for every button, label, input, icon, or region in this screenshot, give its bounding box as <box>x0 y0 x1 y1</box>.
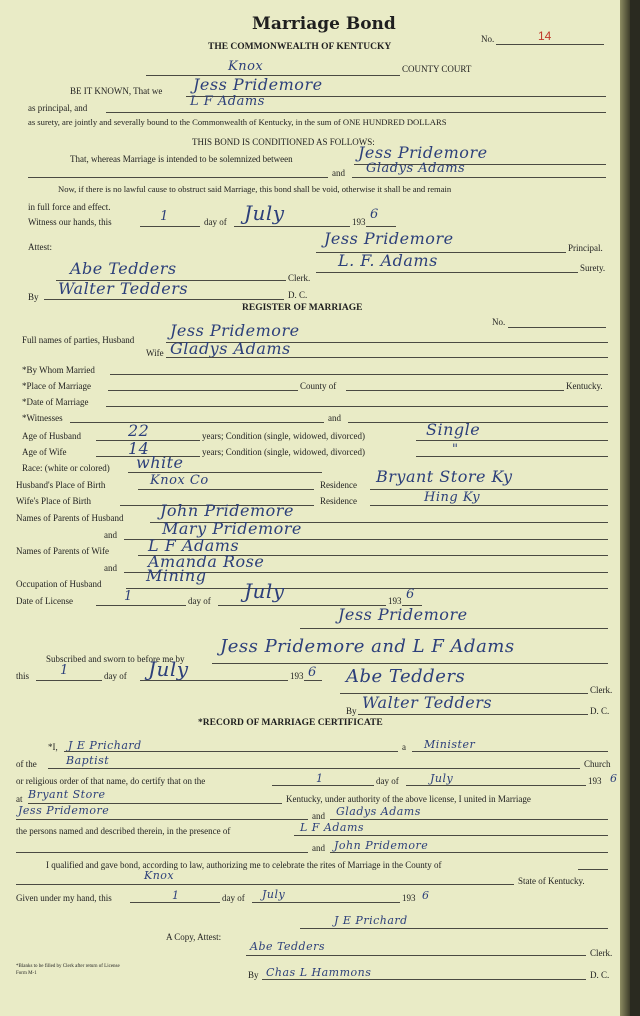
subscribed-line <box>212 663 608 664</box>
father-wife-value: L F Adams <box>148 536 240 555</box>
principal-name: Jess Pridemore <box>193 75 323 94</box>
surety-name: L F Adams <box>190 94 265 109</box>
cert-by-label: By <box>248 970 259 980</box>
cert-clerk-line <box>246 955 586 956</box>
cert-groom: Jess Pridemore <box>18 804 110 817</box>
officiant-line <box>64 751 398 752</box>
license-day: 1 <box>124 589 133 604</box>
bond-number-line <box>496 44 604 45</box>
register-signature: Jess Pridemore <box>338 605 468 624</box>
witness-hands-label: Witness our hands, this <box>28 217 112 227</box>
register-dc-label: D. C. <box>590 706 610 716</box>
cert-bride-line <box>330 819 608 820</box>
groom-left-line <box>28 177 328 178</box>
wife-name: Gladys Adams <box>170 339 291 358</box>
religious-order-text: or religious order of that name, do certify that on the <box>16 776 206 786</box>
witness1-line <box>70 422 324 423</box>
register-heading: REGISTER OF MARRIAGE <box>242 303 363 313</box>
principal-signature: Jess Pridemore <box>324 229 454 248</box>
husband-birth-label: Husband's Place of Birth <box>16 480 106 490</box>
qualified-text: I qualified and gave bond, according to law, authorizing me to celebrate the rites of Marriage in the County of <box>46 860 442 870</box>
full-names-label: Full names of parties, Husband <box>22 335 135 345</box>
age-husband-label: Age of Husband <box>22 431 81 441</box>
bond-month-line <box>234 226 350 227</box>
cert-a-label: a <box>402 742 406 752</box>
register-no-label: No. <box>492 317 506 327</box>
cert-dc-line <box>262 979 586 980</box>
mother-wife-value: Amanda Rose <box>148 552 265 571</box>
subscribed-day-of: day of <box>104 671 127 681</box>
officiant-title: Minister <box>424 738 476 751</box>
wife-birth-label: Wife's Place of Birth <box>16 496 91 506</box>
cert-witness-1: L F Adams <box>300 821 365 834</box>
bond-year-line <box>366 226 396 227</box>
race-label: Race: (white or colored) <box>22 463 110 473</box>
given-month-line <box>252 902 400 903</box>
marriage-place: Bryant Store <box>28 788 106 801</box>
bond-day: 1 <box>160 209 169 224</box>
officiant-name: J E Prichard <box>68 739 142 752</box>
mother-husband-value: Mary Pridemore <box>162 519 302 538</box>
cert-day: 1 <box>316 772 324 785</box>
officiant-title-line <box>412 751 608 752</box>
county-name: Knox <box>228 59 264 74</box>
surety-signature: L. F. Adams <box>338 251 438 270</box>
cert-witness-2: John Pridemore <box>334 839 429 852</box>
license-day-of: day of <box>188 596 211 606</box>
principal-label: Principal. <box>568 243 603 253</box>
officiant-signature: J E Prichard <box>334 914 408 927</box>
subscribed-year-prefix: 193 <box>290 671 304 681</box>
cert-county-line <box>16 884 514 885</box>
kentucky-label: Kentucky. <box>566 381 603 391</box>
wife-residence-value: Hing Ky <box>424 490 481 505</box>
and-label-bond: and <box>332 168 345 178</box>
license-year: 6 <box>406 587 415 602</box>
cert-blank-line <box>16 852 308 853</box>
cert-witness-1-line <box>294 835 608 836</box>
license-day-line <box>96 605 186 606</box>
attest-label: Attest: <box>28 242 52 252</box>
cert-year: 6 <box>610 772 618 785</box>
copy-attest-label: A Copy, Attest: <box>166 932 222 942</box>
condition-wife-label: years; Condition (single, widowed, divorced) <box>202 447 365 457</box>
wife-line <box>166 357 608 358</box>
date-line <box>106 406 608 407</box>
bond-year: 6 <box>370 207 379 222</box>
as-principal-label: as principal, and <box>28 103 88 113</box>
register-no-line <box>508 327 606 328</box>
husband-residence-line <box>370 489 608 490</box>
church-line <box>48 768 580 769</box>
bond-number-value: 14 <box>538 29 552 43</box>
binder-edge <box>620 0 630 1016</box>
occupation-label: Occupation of Husband <box>16 579 102 589</box>
groom-name-bond: Jess Pridemore <box>358 143 488 162</box>
subscribed-this-label: this <box>16 671 30 681</box>
witnesses-and-label: and <box>328 413 341 423</box>
race-value: white <box>136 453 184 472</box>
condition-husband-line <box>416 440 608 441</box>
occupation-value: Mining <box>146 566 207 585</box>
cert-bride: Gladys Adams <box>336 805 421 818</box>
conditioned-heading: THIS BOND IS CONDITIONED AS FOLLOWS: <box>192 137 375 147</box>
whereas-text: That, whereas Marriage is intended to be solemnized between <box>70 154 293 164</box>
officiant-sig-line <box>300 928 608 929</box>
document-title: Marriage Bond <box>252 14 396 34</box>
bond-day-line <box>140 226 200 227</box>
cert-and-label-2: and <box>312 843 325 853</box>
given-year-prefix: 193 <box>402 893 416 903</box>
surety-label: Surety. <box>580 263 606 273</box>
persons-named-text: the persons named and described therein, in the presence of <box>16 826 231 836</box>
subscribed-day: 1 <box>60 663 69 678</box>
surety-sig-line <box>316 272 578 273</box>
cert-day-line <box>272 785 374 786</box>
husband-residence-value: Bryant Store Ky <box>376 467 513 486</box>
cert-year-prefix: 193 <box>588 776 602 786</box>
subscribed-month: July <box>148 657 189 681</box>
condition-husband-label: years; Condition (single, widowed, divorced) <box>202 431 365 441</box>
father-husband-value: John Pridemore <box>160 501 294 520</box>
church-label: Church <box>584 759 611 769</box>
husband-residence-label: Residence <box>320 480 357 490</box>
kentucky-under-text: Kentucky, under authority of the above license, I united in Marriage <box>286 794 531 804</box>
subscribed-label: Subscribed and sworn to before me by <box>46 654 185 664</box>
bond-year-prefix: 193 <box>352 217 366 227</box>
register-sig-line <box>300 628 608 629</box>
church-name: Baptist <box>66 754 110 767</box>
cert-day-of: day of <box>376 776 399 786</box>
bond-month: July <box>244 201 285 225</box>
subscribed-year: 6 <box>308 665 317 680</box>
cert-month-line <box>406 785 586 786</box>
parents-husband-and: and <box>104 530 117 540</box>
wife-residence-line <box>370 505 608 506</box>
given-day-of: day of <box>222 893 245 903</box>
bond-by-label: By <box>28 292 39 302</box>
occupation-line <box>126 588 608 589</box>
condition-wife-value: " <box>452 442 459 457</box>
bride-name-bond: Gladys Adams <box>366 161 466 176</box>
surety-sentence: as surety, are jointly and severally bound to the Commonwealth of Kentucky, in the sum of ONE HUNDRED DOLLARS <box>28 117 447 127</box>
wife-label: Wife <box>146 348 164 358</box>
register-clerk-signature: Abe Tedders <box>346 666 466 687</box>
register-dc-line <box>358 714 588 715</box>
by-whom-label: *By Whom Married <box>22 365 95 375</box>
subscribed-month-line <box>140 680 288 681</box>
certificate-heading: *RECORD OF MARRIAGE CERTIFICATE <box>198 718 383 728</box>
date-license-label: Date of License <box>16 596 73 606</box>
county-court-label: COUNTY COURT <box>402 64 472 74</box>
bond-clerk-signature: Abe Tedders <box>70 259 177 278</box>
state-kentucky-label: State of Kentucky. <box>518 876 585 886</box>
footnote-blanks: *Blanks to be filled by Clerk after return of License <box>16 964 120 969</box>
qualified-county-line <box>578 869 608 870</box>
bond-clerk-label: Clerk. <box>288 273 311 283</box>
husband-name: Jess Pridemore <box>170 321 300 340</box>
bond-dc-signature: Walter Tedders <box>58 279 189 298</box>
condition-husband-value: Single <box>426 420 481 439</box>
wife-residence-label: Residence <box>320 496 357 506</box>
license-year-prefix: 193 <box>388 596 402 606</box>
register-clerk-label: Clerk. <box>590 685 613 695</box>
be-it-known-label: BE IT KNOWN, That we <box>70 86 163 96</box>
bond-dc-line <box>44 299 284 300</box>
surety-line <box>106 112 606 113</box>
by-whom-line <box>110 374 608 375</box>
cert-county: Knox <box>144 869 175 882</box>
license-month: July <box>244 579 285 603</box>
cert-groom-line <box>16 819 308 820</box>
parents-wife-and: and <box>104 563 117 573</box>
county-of-label: County of <box>300 381 337 391</box>
given-year: 6 <box>422 889 430 902</box>
commonwealth-heading: THE COMMONWEALTH OF KENTUCKY <box>208 42 392 52</box>
parents-wife-label: Names of Parents of Wife <box>16 546 109 556</box>
bond-day-of-label: day of <box>204 217 227 227</box>
cert-at-label: at <box>16 794 23 804</box>
footnote-form: Form M-1 <box>16 971 37 976</box>
age-wife-label: Age of Wife <box>22 447 67 457</box>
parents-husband-label: Names of Parents of Husband <box>16 513 124 523</box>
bride-line-bond <box>352 177 606 178</box>
condition-wife-line <box>416 456 608 457</box>
cert-and-label: and <box>312 811 325 821</box>
subscribed-day-line <box>36 680 102 681</box>
cert-clerk-label: Clerk. <box>590 948 613 958</box>
subscribed-year-line <box>304 680 322 681</box>
cert-dc-signature: Chas L Hammons <box>266 966 372 979</box>
given-day-line <box>130 902 220 903</box>
cert-i-label: *I, <box>48 742 58 752</box>
date-label: *Date of Marriage <box>22 397 89 407</box>
subscribed-names: Jess Pridemore and L F Adams <box>220 636 515 657</box>
cert-dc-label: D. C. <box>590 970 610 980</box>
husband-birth-line <box>138 489 314 490</box>
cert-clerk-signature: Abe Tedders <box>250 940 325 953</box>
register-dc-signature: Walter Tedders <box>362 693 493 712</box>
place-label: *Place of Marriage <box>22 381 91 391</box>
place-line <box>108 390 298 391</box>
witnesses-label: *Witnesses <box>22 413 63 423</box>
age-husband-value: 22 <box>128 421 150 440</box>
full-force-text: in full force and effect. <box>28 202 111 212</box>
cert-of-the-label: of the <box>16 759 37 769</box>
given-day: 1 <box>172 889 180 902</box>
cert-witness-2-line <box>330 852 608 853</box>
age-wife-value: 14 <box>128 439 150 458</box>
county-of-line <box>346 390 564 391</box>
bond-dc-label: D. C. <box>288 290 308 300</box>
now-if-text: Now, if there is no lawful cause to obstruct said Marriage, this bond shall be void, otherwise it shall be and remain <box>58 184 452 194</box>
bond-number-label: No. <box>481 34 495 44</box>
given-month: July <box>262 888 286 901</box>
cert-month: July <box>430 772 454 785</box>
husband-birth-value: Knox Co <box>150 473 209 488</box>
given-label: Given under my hand, this <box>16 893 112 903</box>
register-by-label: By <box>346 706 357 716</box>
